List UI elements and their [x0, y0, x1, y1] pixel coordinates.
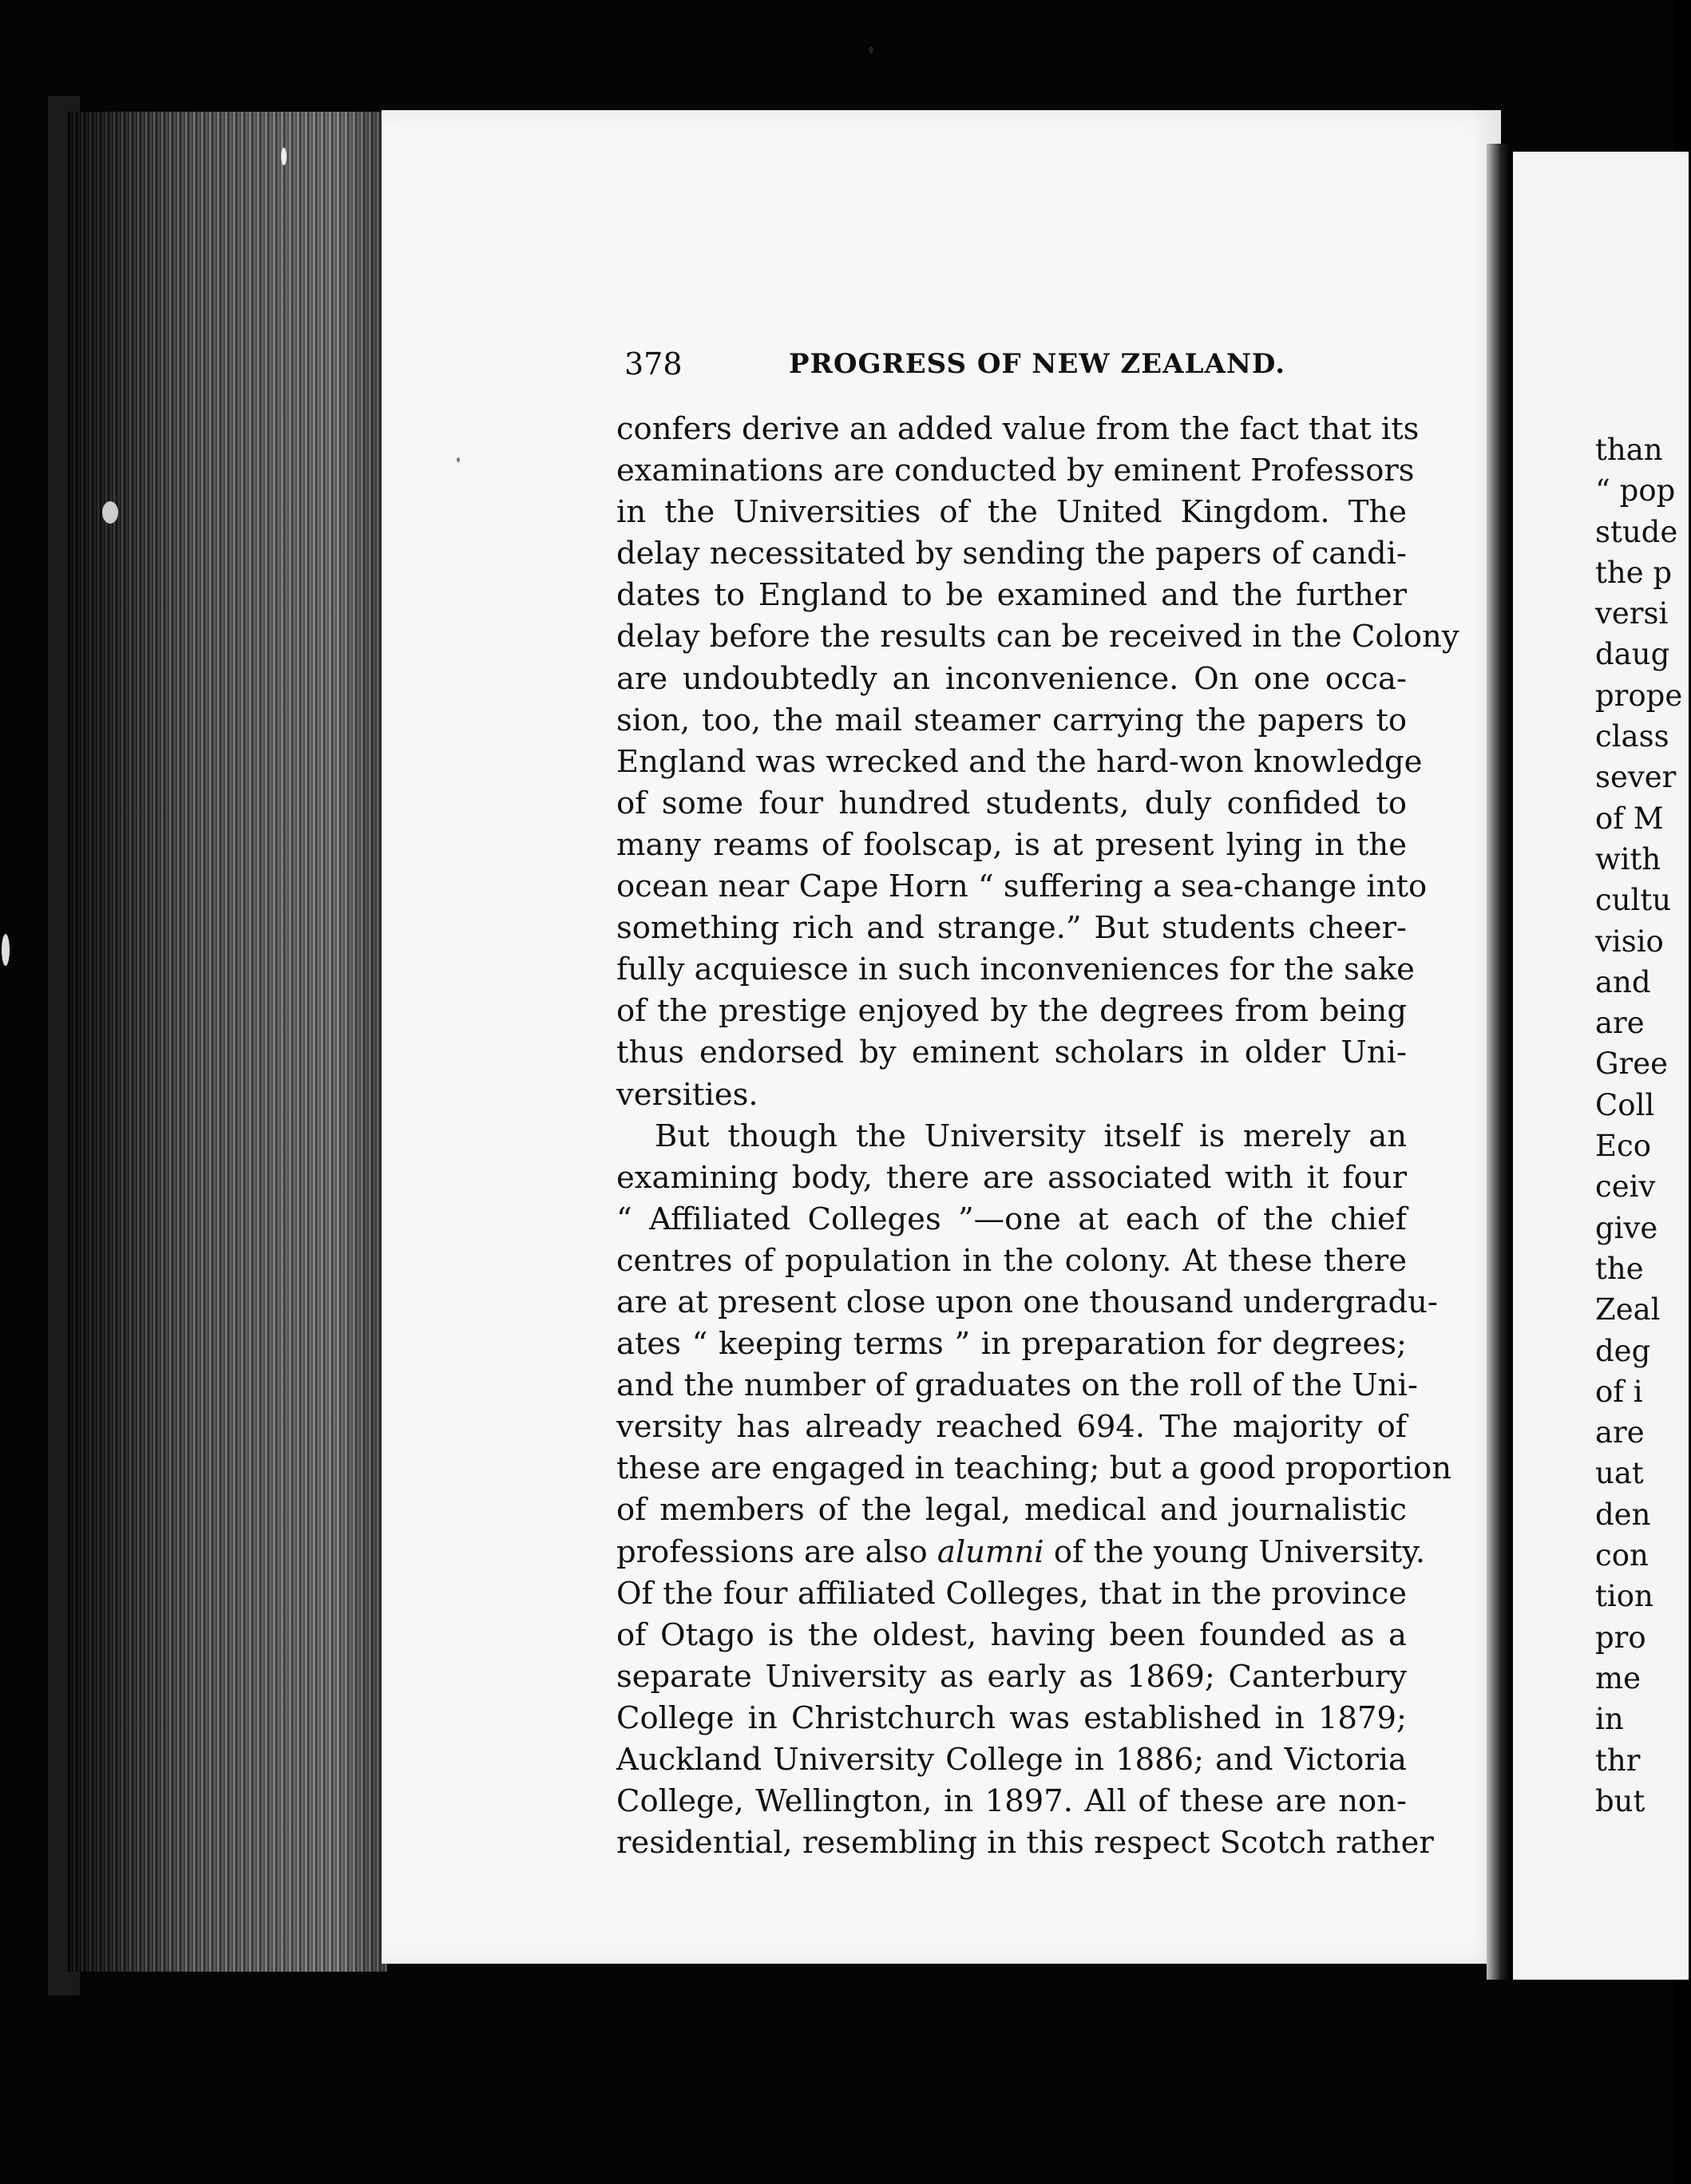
text-line: College in Christchurch was established in 1879;	[616, 1699, 1407, 1736]
running-title: PROGRESS OF NEW ZEALAND.	[789, 348, 1286, 380]
facing-page-text	[1595, 429, 1691, 1822]
facing-text-line: and	[1595, 964, 1651, 999]
text-line: thus endorsed by eminent scholars in older Uni-	[616, 1035, 1407, 1071]
facing-text-line: give	[1595, 1210, 1658, 1245]
text-line: ates “ keeping terms ” in preparation for degrees;	[616, 1326, 1407, 1363]
text-line: confers derive an added value from the fact that its	[616, 411, 1420, 447]
text-line: ocean near Cape Horn “ suffering a sea-change into	[616, 868, 1428, 905]
text-line: Of the four affiliated Colleges, that in the province	[616, 1575, 1407, 1612]
facing-text-line: me	[1595, 1660, 1641, 1695]
text-line: many reams of foolscap, is at present lying in the	[616, 826, 1407, 863]
main-body-text	[616, 409, 1459, 1864]
facing-text-line: visio	[1595, 924, 1664, 959]
facing-text-line: “ pop	[1595, 473, 1676, 508]
facing-text-line: Zeal	[1595, 1292, 1661, 1327]
facing-text-line: stude	[1595, 514, 1678, 549]
text-line: fully acquiesce in such inconveniences for the sake	[616, 952, 1415, 988]
running-head	[624, 346, 1359, 394]
text-line: of members of the legal, medical and journalistic	[616, 1492, 1407, 1529]
facing-text-line: uat	[1595, 1456, 1644, 1491]
text-line: delay necessitated by sending the papers of candi-	[616, 536, 1407, 572]
text-line: versity has already reached 694. The majority of	[616, 1409, 1407, 1446]
facing-text-line: daug	[1595, 637, 1670, 672]
facing-text-line: cultu	[1595, 883, 1672, 918]
facing-text-line: the	[1595, 1251, 1644, 1286]
text-line: and the number of graduates on the roll of the Uni-	[616, 1367, 1418, 1404]
text-line: professions are also alumni of the young University.	[616, 1533, 1426, 1570]
text-line: of the prestige enjoyed by the degrees from being	[616, 993, 1407, 1030]
page-number: 378	[624, 346, 683, 382]
text-line: are undoubtedly an inconvenience. On one occa-	[616, 660, 1407, 697]
text-line: something rich and strange.” But students cheer-	[616, 910, 1407, 947]
book-gutter	[1487, 144, 1511, 1980]
facing-text-line: sever	[1595, 760, 1677, 795]
italic-word: alumni	[937, 1533, 1044, 1570]
facing-text-line: con	[1595, 1538, 1649, 1573]
text-line: in the Universities of the United Kingdom. The	[616, 494, 1407, 531]
text-line: Auckland University College in 1886; and Victoria	[616, 1742, 1407, 1778]
facing-text-line: with	[1595, 841, 1661, 876]
facing-text-line: deg	[1595, 1333, 1651, 1368]
facing-text-line: than	[1595, 433, 1663, 467]
facing-text-line: pro	[1595, 1620, 1646, 1655]
facing-text-line: den	[1595, 1497, 1651, 1532]
facing-text-line: in	[1595, 1702, 1624, 1737]
text-line: England was wrecked and the hard-won knowledge	[616, 743, 1423, 780]
facing-text-line: ceiv	[1595, 1169, 1656, 1205]
text-line: residential, resembling in this respect Scotch rather	[616, 1825, 1434, 1862]
facing-text-line: of i	[1595, 1374, 1643, 1409]
facing-text-line: are	[1595, 1415, 1645, 1450]
facing-text-line: thr	[1595, 1743, 1641, 1778]
text-line: “ Affiliated Colleges ”—one at each of the chief	[616, 1201, 1407, 1237]
text-line: are at present close upon one thousand undergradu-	[616, 1284, 1438, 1320]
text-line: these are engaged in teaching; but a good proportion	[616, 1450, 1452, 1487]
text-line: delay before the results can be received in the Colony	[616, 619, 1459, 655]
text-line: But though the University itself is merely an	[655, 1118, 1407, 1154]
text-line: dates to England to be examined and the further	[616, 577, 1407, 614]
text-line: examinations are conducted by eminent Professors	[616, 453, 1415, 489]
page-edges	[68, 112, 387, 1972]
text-line: sion, too, the mail steamer carrying the papers to	[616, 702, 1407, 738]
text-line: of some four hundred students, duly confided to	[616, 785, 1407, 821]
facing-text-line: Gree	[1595, 1046, 1669, 1082]
facing-text-line: but	[1595, 1783, 1645, 1818]
facing-text-line: tion	[1595, 1579, 1653, 1614]
facing-text-line: class	[1595, 719, 1669, 754]
facing-text-line: Coll	[1595, 1087, 1655, 1122]
text-line: versities.	[616, 1076, 758, 1113]
text-line: College, Wellington, in 1897. All of these are non-	[616, 1783, 1407, 1820]
facing-text-line: prope	[1595, 678, 1683, 713]
facing-text-line: of M	[1595, 801, 1664, 836]
facing-text-line: the p	[1595, 555, 1673, 590]
text-line: centres of population in the colony. At these there	[616, 1242, 1407, 1279]
facing-text-line: versi	[1595, 596, 1669, 631]
text-line: of Otago is the oldest, having been founded as a	[616, 1616, 1407, 1653]
facing-text-line: are	[1595, 1006, 1645, 1041]
text-line: examining body, there are associated with it four	[616, 1159, 1407, 1196]
facing-text-line: Eco	[1595, 1129, 1652, 1164]
text-line: separate University as early as 1869; Canterbury	[616, 1658, 1407, 1695]
